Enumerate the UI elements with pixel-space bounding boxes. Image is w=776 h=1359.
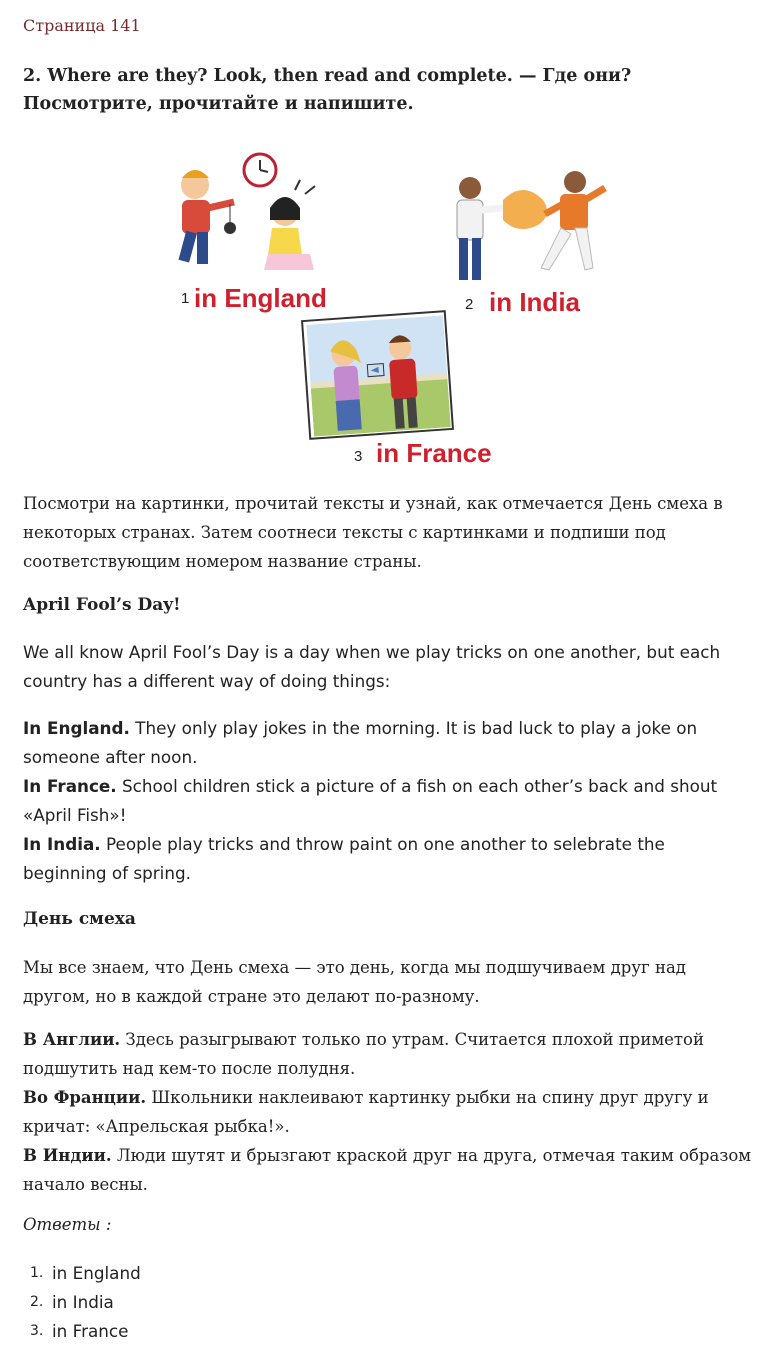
answer-text: in France <box>52 1321 129 1341</box>
list-number: 2. <box>30 1294 44 1310</box>
country-label: Во Франции. <box>23 1088 147 1107</box>
item-text: Здесь разыгрывают только по утрам. Считается плохой приметой подшутить над кем-то после полудня. <box>23 1030 704 1078</box>
russian-title: День смеха <box>23 909 136 929</box>
russian-item-india <box>23 1141 753 1199</box>
list-item <box>30 1317 141 1346</box>
india-illustration <box>445 170 615 300</box>
france-illustration <box>301 310 454 440</box>
country-label: In England. <box>23 718 130 738</box>
list-number: 1. <box>30 1265 44 1281</box>
caption-number: 2 <box>465 296 474 313</box>
english-item-france <box>23 772 753 830</box>
answers-label: Ответы : <box>23 1215 112 1234</box>
item-text: They only play jokes in the morning. It is bad luck to play a joke on someone after noon. <box>23 718 698 767</box>
caption-number: 1 <box>181 290 190 307</box>
country-label: В Англии. <box>23 1030 121 1049</box>
item-text: People play tricks and throw paint on one another to selebrate the beginning of spring. <box>23 834 665 883</box>
english-item-england <box>23 714 753 772</box>
english-list <box>23 714 753 888</box>
item-text: Люди шутят и брызгают краской друг на друга, отмечая таким образом начало весны. <box>23 1146 752 1194</box>
list-item <box>30 1259 141 1288</box>
caption-number: 3 <box>354 448 363 465</box>
caption-england: in England <box>194 283 327 313</box>
russian-item-england <box>23 1025 753 1083</box>
item-text: School children stick a picture of a fish on each other’s back and shout «April Fish»! <box>23 776 718 825</box>
page-label: Страница 141 <box>23 16 141 35</box>
item-text: Школьники наклеивают картинку рыбки на спину друг другу и кричат: «Апрельская рыбка!». <box>23 1088 709 1136</box>
answer-text: in India <box>52 1292 114 1312</box>
list-number: 3. <box>30 1323 44 1339</box>
english-lead: We all know April Fool’s Day is a day when we play tricks on one another, but each country has a different way of doing things: <box>23 642 721 691</box>
england-illustration <box>160 150 320 285</box>
list-item <box>30 1288 141 1317</box>
illustration-figure <box>140 150 620 480</box>
answer-text: in England <box>52 1263 141 1283</box>
caption-india: in India <box>489 287 580 317</box>
russian-list <box>23 1025 753 1199</box>
english-item-india <box>23 830 753 888</box>
answers-list <box>30 1259 141 1346</box>
russian-lead: Мы все знаем, что День смеха — это день, когда мы подшучиваем друг над другом, но в каждой стране это делают по-разному. <box>23 958 686 1006</box>
country-label: В Индии. <box>23 1146 112 1165</box>
english-title: April Fool’s Day! <box>23 595 181 615</box>
intro-paragraph: Посмотри на картинки, прочитай тексты и узнай, как отмечается День смеха в некоторых странах. Затем соотнеси тексты с картинками и подпиши под соответствующим номером название страны. <box>23 494 723 571</box>
country-label: In France. <box>23 776 117 796</box>
country-label: In India. <box>23 834 101 854</box>
caption-france: in France <box>376 438 492 468</box>
task-heading: 2. Where are they? Look, then read and complete. — Где они? Посмотрите, прочитайте и напишите. <box>23 66 632 114</box>
russian-item-france <box>23 1083 753 1141</box>
